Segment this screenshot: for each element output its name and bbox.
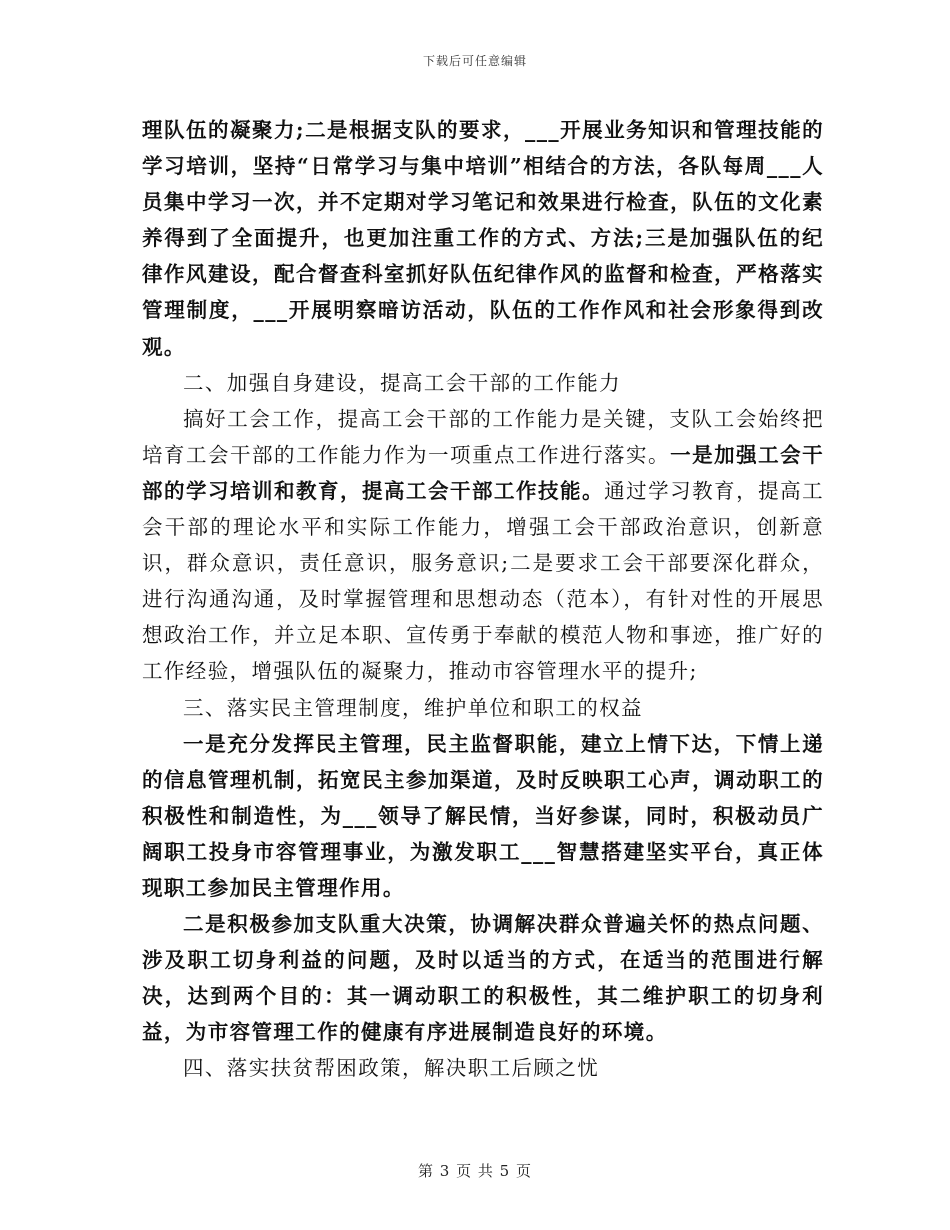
paragraph-cadre-detail: 通过学习教育，提高工会干部的理论水平和实际工作能力，增强工会干部政治意识，创新意识，群众意识，责任意识，服务意识;二是要求工会干部要深化群众，进行沟通沟通，及时掌握管理和思想动态（范本），有针对性的开展思想政治工作，并立足本职、宣传勇于奉献的模范人物和事迹，推广好的工作经验，增强队伍的凝聚力，推动市容管理水平的提升; [142,478,825,684]
paragraph-democratic-management: 一是充分发挥民主管理，民主监督职能，建立上情下达，下情上递的信息管理机制，拓宽民主参加渠道，及时反映职工心声，调动职工的积极性和制造性，为___领导了解民情，当好参谋，同时，积极动员广阔职工投身市容管理事业，为激发职工___智慧搭建坚实平台，真正体现职工参加民主管理作用。 [142,731,824,900]
paragraph-cadre-ability [142,401,824,690]
paragraph-team-cohesion: 理队伍的凝聚力;二是根据支队的要求，___开展业务知识和管理技能的学习培训，坚持“日常学习与集中培训”相结合的方法，各队每周___人员集中学习一次，并不定期对学习笔记和效果进行检查，队伍的文化素养得到了全面提升，也更加注重工作的方式、方法;三是加强队伍的纪律作风建设，配合督查科室抓好队伍纪律作风的监督和检查，严格落实管理制度，___开展明察暗访活动，队伍的工作作风和社会形象得到改观。 [142,118,824,359]
section-heading-3: 三、落实民主管理制度，维护单位和职工的权益 [183,695,643,720]
section-heading-4: 四、落实扶贫帮困政策，解决职工后顾之忧 [183,1056,600,1081]
page-header: 下载后可任意编辑 [422,54,527,68]
page-footer: 第 3 页 共 5 页 [418,1162,532,1180]
paragraph-cadre-bold-point: 一是加强工会干部的学习培训和教育，提高工会干部工作技能。 [142,442,824,503]
paragraph-cadre-intro: 搞好工会工作，提高工会干部的工作能力是关键，支队工会始终把培育工会干部的工作能力作为一项重点工作进行落实。 [142,406,824,467]
section-heading-2: 二、加强自身建设，提高工会干部的工作能力 [183,370,621,395]
paragraph-major-decisions: 二是积极参加支队重大决策，协调解决群众普遍关怀的热点问题、涉及职工切身利益的问题，及时以适当的方式，在适当的范围进行解决，达到两个目的：其一调动职工的积极性，其二维护职工的切身利益，为市容管理工作的健康有序进展制造良好的环境。 [142,912,824,1045]
document-body [142,112,824,1087]
